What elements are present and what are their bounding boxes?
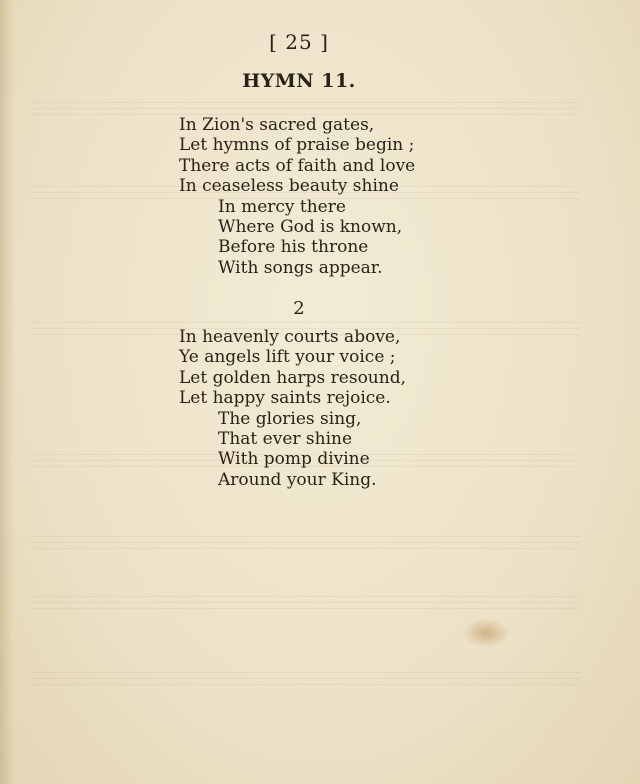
verse-line-indented: Before his throne bbox=[218, 237, 369, 258]
bleed-through-line bbox=[30, 608, 580, 609]
verse-line: There acts of faith and love bbox=[179, 155, 416, 176]
verse-line-indented: The glories sing, bbox=[218, 408, 362, 429]
stanza-number: 2 bbox=[293, 298, 305, 319]
verse-line: Let golden harps resound, bbox=[179, 367, 406, 388]
verse-line: In ceaseless beauty shine bbox=[179, 176, 399, 197]
hymn-title: HYMN 11. bbox=[242, 70, 356, 92]
verse-line-indented: With songs appear. bbox=[218, 257, 383, 278]
stanza-2 bbox=[179, 327, 406, 490]
verse-line: Ye angels lift your voice ; bbox=[179, 347, 396, 368]
bleed-through-line bbox=[30, 536, 580, 537]
verse-line: Let happy saints rejoice. bbox=[179, 388, 391, 409]
bleed-through-line bbox=[30, 108, 580, 109]
verse-line-indented: In mercy there bbox=[218, 196, 346, 217]
bleed-through-line bbox=[30, 684, 580, 685]
bleed-through-line bbox=[30, 672, 580, 673]
bleed-through-line bbox=[30, 678, 580, 679]
verse-line-indented: That ever shine bbox=[218, 429, 353, 450]
verse-line-indented: With pomp divine bbox=[218, 449, 370, 470]
bleed-through-line bbox=[30, 548, 580, 549]
bleed-through-line bbox=[30, 102, 580, 103]
verse-line-indented: Around your King. bbox=[218, 469, 377, 490]
bleed-through-line bbox=[30, 602, 580, 603]
bleed-through-line bbox=[30, 542, 580, 543]
verse-line: Let hymns of praise begin ; bbox=[179, 135, 415, 156]
page-edge-shadow bbox=[0, 0, 14, 784]
verse-line: In Zion's sacred gates, bbox=[179, 115, 375, 135]
bleed-through-line bbox=[30, 596, 580, 597]
page-number: [ 25 ] bbox=[269, 30, 329, 54]
verse-line: In heavenly courts above, bbox=[179, 327, 401, 347]
paper-stain bbox=[462, 618, 510, 648]
bleed-through-line bbox=[30, 322, 580, 323]
verse-line-indented: Where God is known, bbox=[218, 217, 403, 238]
stanza-1 bbox=[179, 115, 415, 278]
